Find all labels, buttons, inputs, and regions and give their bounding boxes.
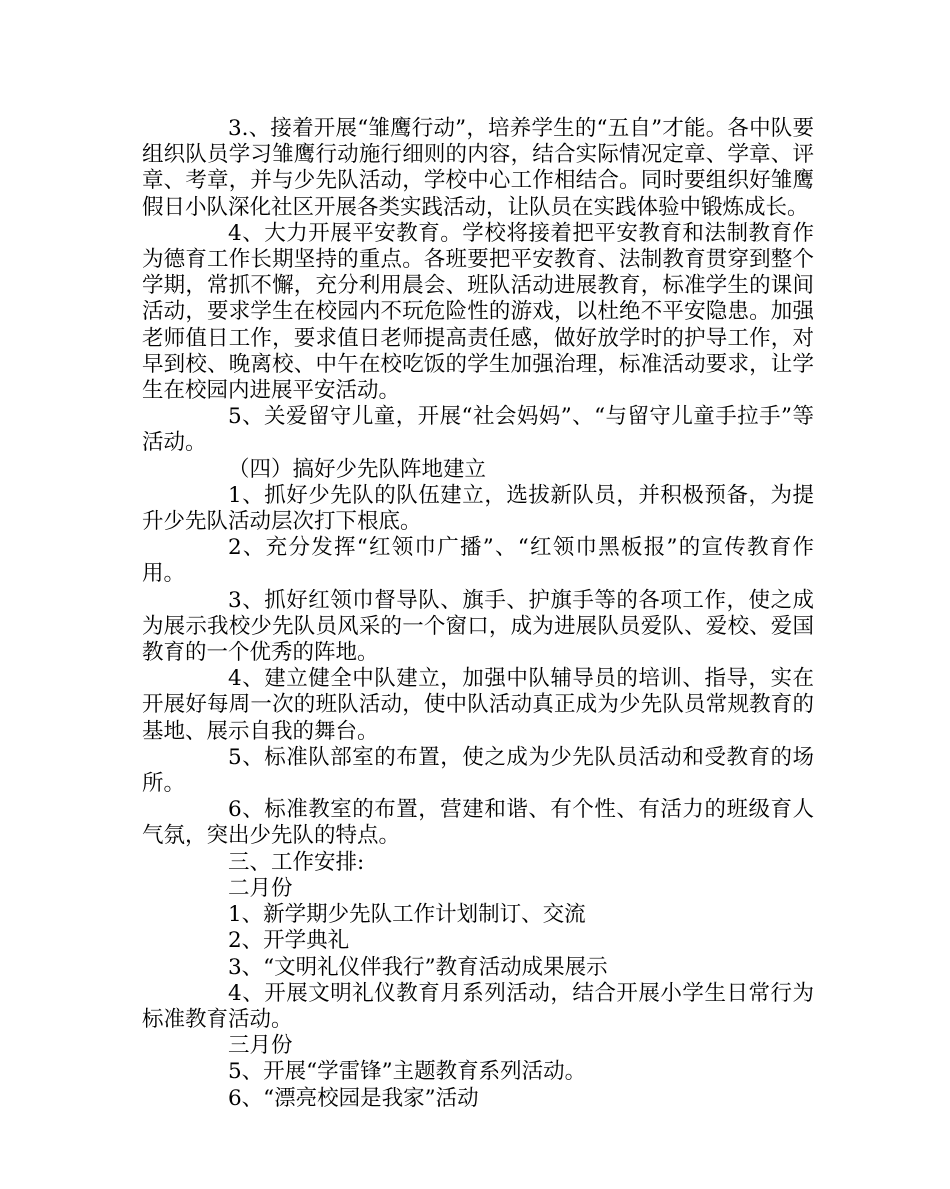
- month-march: 三月份: [228, 1033, 293, 1059]
- paragraph-eagle-action: 3.、接着开展“雏鹰行动”，培养学生的“五自”才能。各中队要组织队员学习雏鹰行动施行细则的内容，结合实际情况定章、学章、评章、考章，并与少先队活动，学校中心工作相结合。同时要组织好雏鹰假日小队深化社区开展各类实践活动，让队员在实践体验中锻炼成长。: [142, 116, 814, 220]
- list-item: 4、开展文明礼仪教育月系列活动，结合开展小学生日常行为标准教育活动。: [142, 980, 814, 1032]
- paragraph-team-room: 5、标准队部室的布置，使之成为少先队员活动和受教育的场所。: [142, 744, 814, 797]
- paragraph-classroom: 6、标准教室的布置，营建和谐、有个性、有活力的班级育人气氛，突出少先队的特点。: [142, 797, 814, 849]
- month-february: 二月份: [228, 875, 293, 901]
- paragraph-squadron: 4、建立健全中队建立，加强中队辅导员的培训、指导，实在开展好每周一次的班队活动，使中队活动真正成为少先队员常规教育的基地、展示自我的舞台。: [142, 666, 814, 744]
- list-item: 5、开展“学雷锋”主题教育系列活动。: [228, 1059, 587, 1085]
- document-body: [142, 116, 814, 1112]
- list-item: 2、开学典礼: [228, 928, 350, 954]
- list-item: 6、“漂亮校园是我家”活动: [228, 1085, 479, 1111]
- list-item: 3、“文明礼仪伴我行”教育活动成果展示: [228, 954, 608, 980]
- paragraph-safety-education: 4、大力开展平安教育。学校将接着把平安教育和法制教育作为德育工作长期坚持的重点。各班要把平安教育、法制教育贯穿到整个学期，常抓不懈，充分利用晨会、班队活动进展教育，标准学生的课间活动，要求学生在校园内不玩危险性的游戏，以杜绝不平安隐患。加强老师值日工作，要求值日老师提高责任感，做好放学时的护导工作，对早到校、晚离校、中午在校吃饭的学生加强治理，标准活动要求，让学生在校园内进展平安活动。: [142, 220, 814, 404]
- paragraph-broadcast: 2、充分发挥“红领巾广播”、“红领巾黑板报”的宣传教育作用。: [142, 535, 814, 587]
- paragraph-left-behind-children: 5、关爱留守儿童，开展“社会妈妈”、“与留守儿童手拉手”等活动。: [142, 404, 814, 456]
- list-item: 1、新学期少先队工作计划制订、交流: [228, 902, 586, 928]
- paragraph-supervision-team: 3、抓好红领巾督导队、旗手、护旗手等的各项工作，使之成为展示我校少先队员风采的一个窗口，成为进展队员爱队、爱校、爱国教育的一个优秀的阵地。: [142, 587, 814, 666]
- section-heading-schedule: 三、工作安排:: [228, 849, 365, 875]
- paragraph-team-building: 1、抓好少先队的队伍建立，选拔新队员，并积极预备，为提升少先队活动层次打下根底。: [142, 482, 814, 535]
- section-heading-four: （四）搞好少先队阵地建立: [228, 456, 487, 482]
